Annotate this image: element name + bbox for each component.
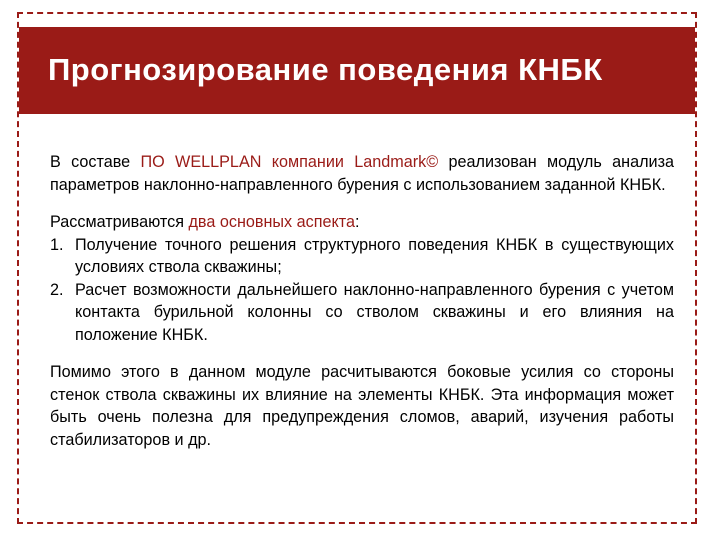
paragraph1-after: реализован модуль анализа параметров наклонно-направленного бурения с использованием заданной КНБК. bbox=[50, 153, 674, 194]
aspects-intro-before: Рассматриваются bbox=[50, 213, 189, 231]
paragraph1-highlight: ПО WELLPLAN компании Landmark© bbox=[140, 153, 439, 171]
aspects-intro bbox=[50, 211, 674, 234]
paragraph1-before: В составе bbox=[50, 153, 141, 171]
slide-body bbox=[50, 151, 674, 451]
list-item-number: 2. bbox=[50, 280, 64, 299]
list-item-text: Получение точного решения структурного поведения КНБК в существующих условиях ствола скважины; bbox=[75, 235, 674, 276]
paragraph-gap bbox=[50, 346, 674, 361]
aspects-intro-highlight: два основных аспекта bbox=[188, 213, 356, 231]
aspects-list-item bbox=[50, 279, 674, 347]
paragraph-gap bbox=[50, 196, 674, 211]
aspects-intro-after: : bbox=[355, 213, 360, 231]
paragraph-side-forces: Помимо этого в данном модуле расчитываются боковые усилия со стороны стенок ствола скважины их влияние на элементы КНБК. Эта информация может быть очень полезна для предупреждения сломов, аварий, изучения работы стабилизаторов и др. bbox=[50, 363, 674, 449]
aspects-list-item bbox=[50, 234, 674, 279]
slide-title: Прогнозирование поведения КНБК bbox=[48, 52, 603, 87]
list-item-text: Расчет возможности дальнейшего наклонно-направленного бурения с учетом контакта бурильной колонны со стволом скважины и его влияния на положение КНБК. bbox=[75, 280, 674, 344]
list-item-number: 1. bbox=[50, 235, 64, 254]
aspects-list bbox=[50, 234, 674, 347]
paragraph-wellplan-module bbox=[50, 151, 674, 196]
